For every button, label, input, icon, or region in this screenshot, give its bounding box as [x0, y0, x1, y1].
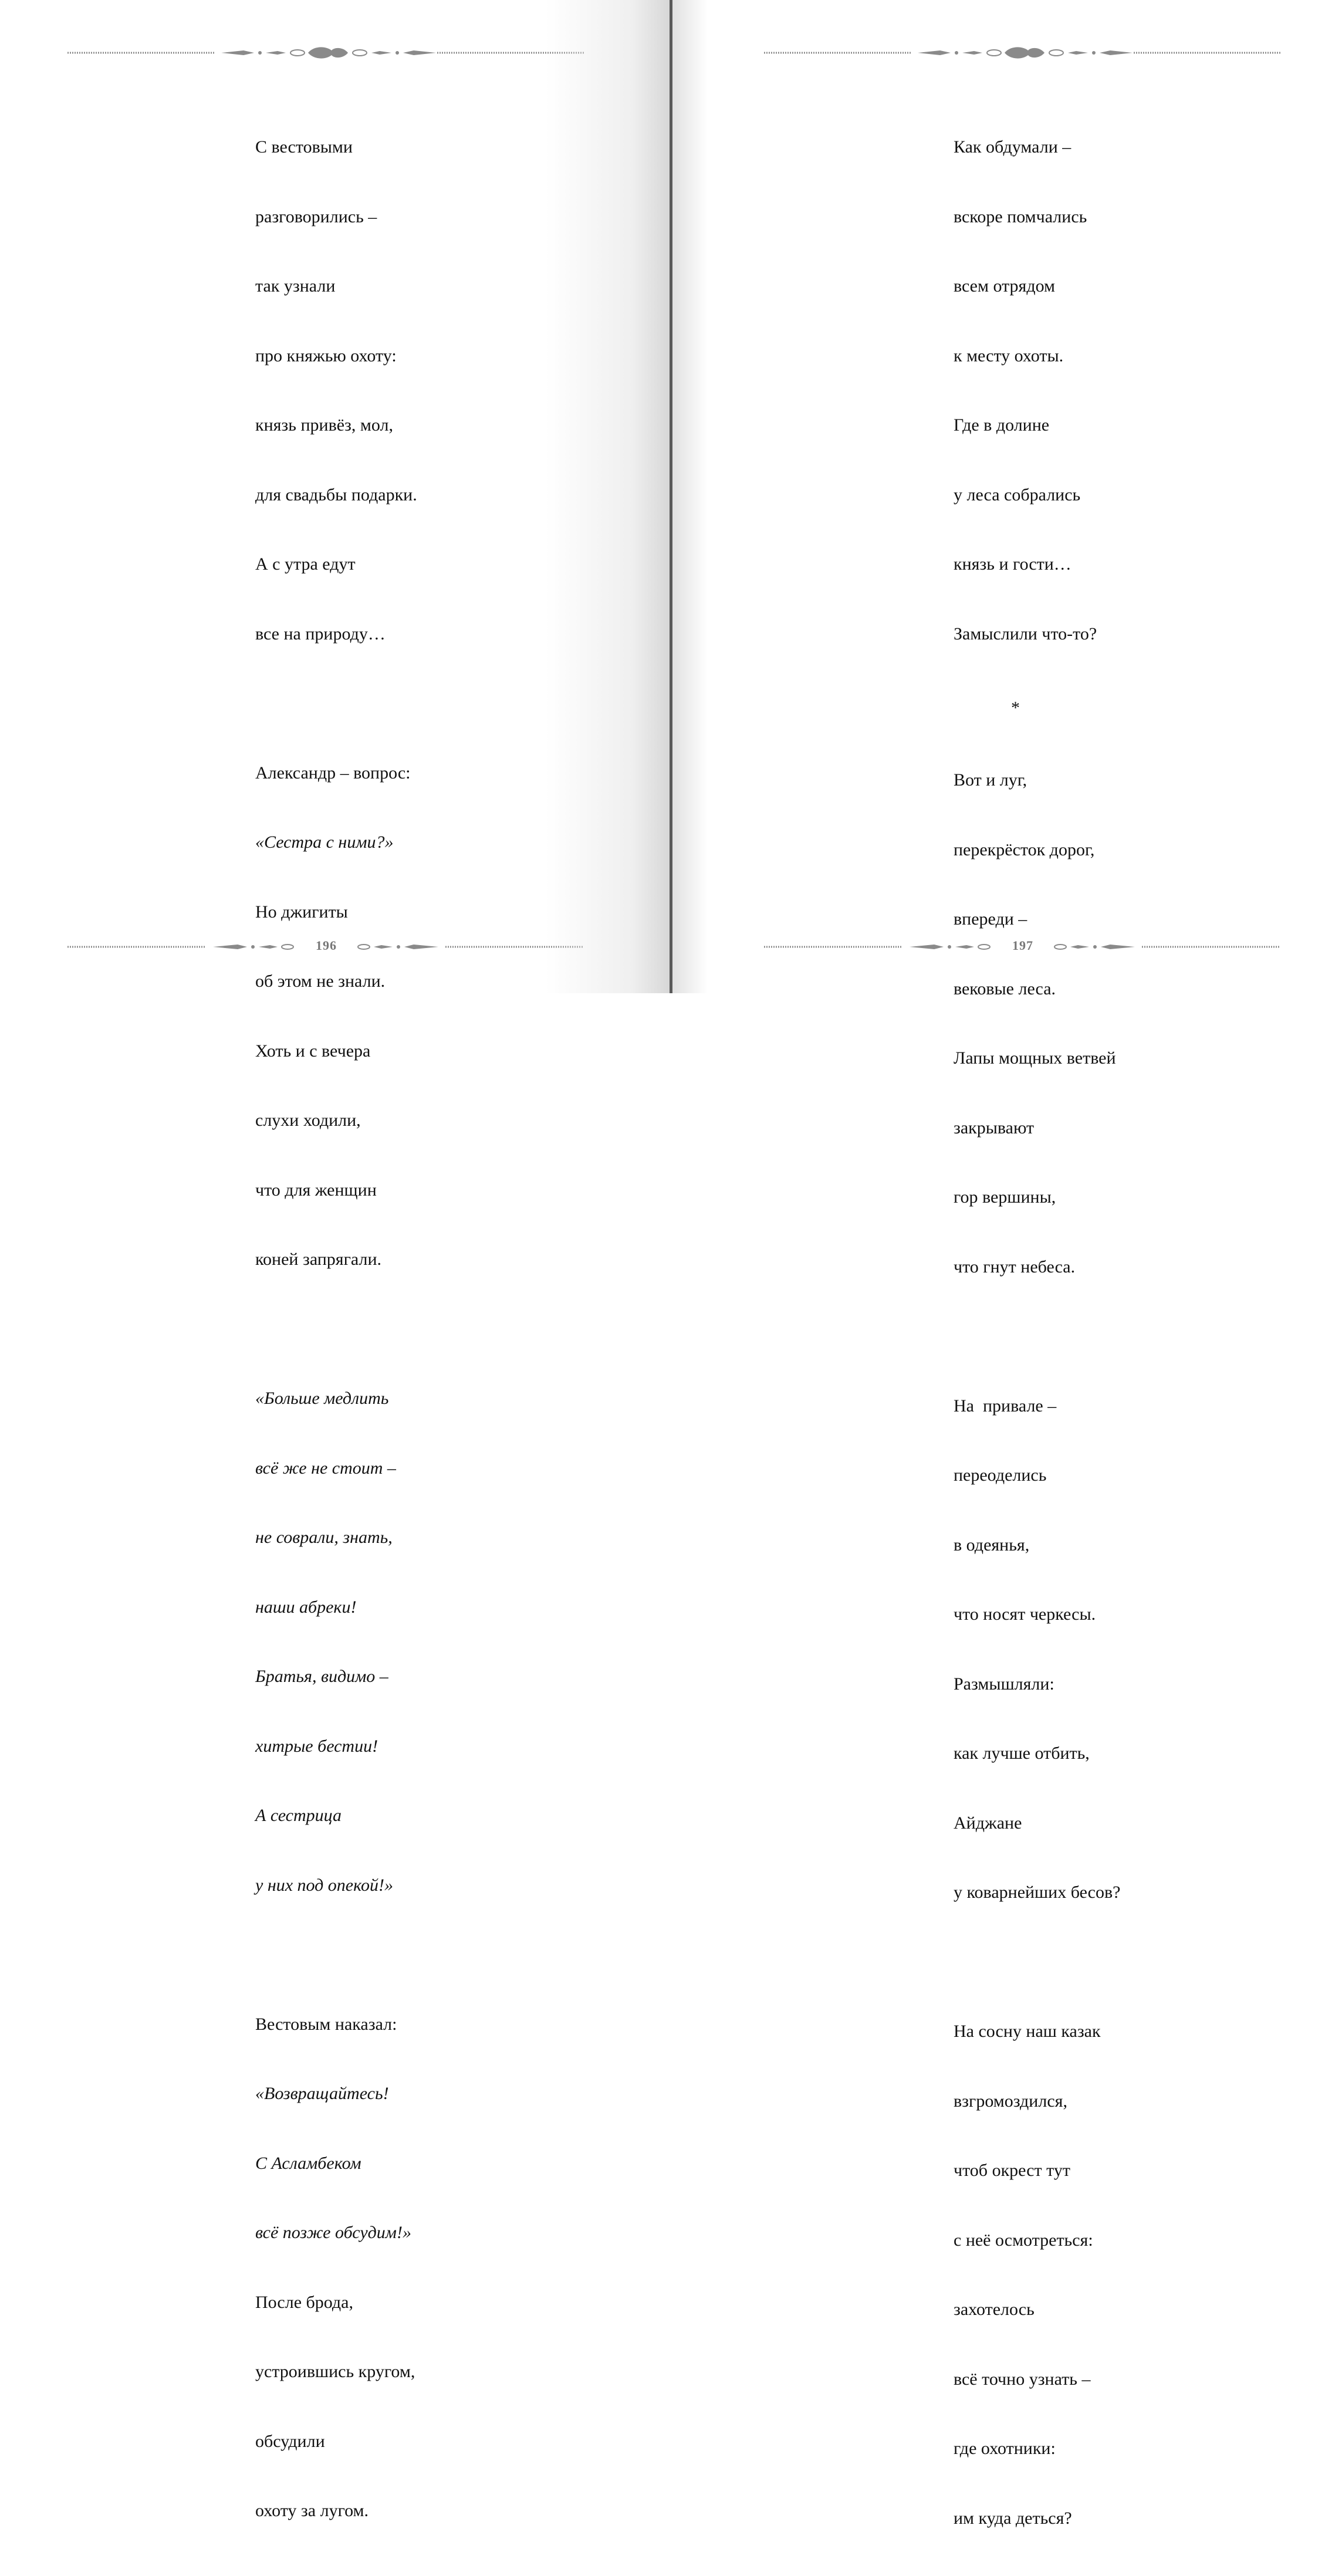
poem-line: чтоб окрест тут	[954, 2161, 1070, 2180]
poem-line: всё точно узнать –	[954, 2369, 1091, 2389]
poem-line: На сосну наш казак	[954, 2022, 1101, 2041]
poem-line: А с утра едут	[255, 554, 356, 574]
poem-line: А сестрица	[255, 1806, 342, 1825]
poem-line: Вот и луг,	[954, 770, 1027, 790]
poem-line: Как обдумали –	[954, 137, 1071, 157]
poem-line: всем отрядом	[954, 276, 1056, 296]
top-ornament-right	[764, 46, 1280, 60]
poem-line: захотелось	[954, 2300, 1035, 2319]
poem-line: После брода,	[255, 2292, 353, 2312]
poem-line: что гнут небеса.	[954, 1257, 1076, 1277]
poem-line: что для женщин	[255, 1180, 377, 1200]
poem-line: впереди –	[954, 909, 1027, 929]
right-page	[672, 0, 1342, 2528]
section-separator: *	[1011, 698, 1020, 717]
stanza-gap	[255, 1318, 417, 1341]
poem-line: На привале –	[954, 1396, 1057, 1416]
poem-line: слухи ходили,	[255, 1111, 361, 1130]
poem-line: так узнали	[255, 276, 336, 296]
poem-line: всё же не стоит –	[255, 1458, 396, 1478]
poem-line: не соврали, знать,	[255, 1528, 393, 1547]
poem-line: у коварнейших бесов?	[954, 1883, 1121, 1902]
poem-line: «Сестра с ними?»	[255, 832, 394, 852]
poem-line: охоту за лугом.	[255, 2501, 369, 2520]
poem-line: хитрые бестии!	[255, 1736, 378, 1756]
poem-line: Где в долине	[954, 415, 1050, 435]
poem-line: Но джигиты	[255, 902, 348, 922]
poem-line: где охотники:	[954, 2439, 1056, 2458]
poem-line: Хоть и с вечера	[255, 1041, 371, 1061]
poem-line: в одеянья,	[954, 1535, 1030, 1555]
stanza-gap	[954, 1325, 1120, 1348]
poem-line: коней запрягали.	[255, 1250, 382, 1269]
poem-line: все на природу…	[255, 624, 386, 644]
poem-line: с неё осмотреться:	[954, 2230, 1093, 2250]
poem-line: Лапы мощных ветвей	[954, 1048, 1116, 1068]
poem-line: вскоре помчались	[954, 207, 1087, 226]
poem-line: Замыслили что-то?	[954, 624, 1097, 644]
poem-line: у леса собрались	[954, 485, 1081, 505]
poem-line: взгромоздился,	[954, 2091, 1067, 2111]
poem-line: князь и гости…	[954, 554, 1071, 574]
poem-line: им куда деться?	[954, 2508, 1072, 2528]
gutter-shadow	[546, 0, 670, 993]
poem-line: Айджане	[954, 1813, 1022, 1833]
poem-line: гор вершины,	[954, 1187, 1056, 1207]
poem-line: об этом не знали.	[255, 971, 386, 991]
stanza-gap	[255, 692, 417, 715]
poem-line: всё позже обсудим!»	[255, 2223, 411, 2242]
poem-line: к месту охоты.	[954, 346, 1064, 365]
poem-line: С Асламбеком	[255, 2153, 361, 2173]
poem-line: разговорились –	[255, 207, 377, 226]
poem-line: вековые леса.	[954, 979, 1056, 998]
poem-line: обсудили	[255, 2431, 325, 2451]
poem-line: Александр – вопрос:	[255, 763, 411, 783]
poem-line: переоделись	[954, 1465, 1047, 1485]
poem-line: Вестовым наказал:	[255, 2014, 397, 2034]
poem-line: «Возвращайтесь!	[255, 2084, 389, 2103]
stanza-gap	[954, 1951, 1120, 1974]
poem-line: у них под опекой!»	[255, 1875, 393, 1895]
poem-line: перекрёсток дорог,	[954, 840, 1095, 859]
page-number: 196	[316, 938, 337, 953]
poem-line: Братья, видимо –	[255, 1667, 388, 1686]
poem-line: устроившись кругом,	[255, 2362, 415, 2381]
page-number: 197	[1012, 938, 1033, 953]
poem-line: как лучше отбить,	[954, 1744, 1090, 1763]
top-ornament-left	[67, 46, 584, 60]
poem-line: наши абреки!	[255, 1597, 357, 1617]
poem-line: закрывают	[954, 1118, 1035, 1138]
poem-line: Размышляли:	[954, 1674, 1054, 1694]
poem-line: что носят черкесы.	[954, 1605, 1096, 1624]
poem-line: князь привёз, мол,	[255, 415, 393, 435]
poem-line: С вестовыми	[255, 137, 353, 157]
poem-line: про княжью охоту:	[255, 346, 397, 365]
poem-line: для свадьбы подарки.	[255, 485, 417, 505]
poem-line: «Больше медлить	[255, 1389, 389, 1408]
stanza-gap	[255, 1943, 417, 1966]
right-poem	[954, 89, 1120, 2576]
left-poem	[255, 89, 417, 2569]
